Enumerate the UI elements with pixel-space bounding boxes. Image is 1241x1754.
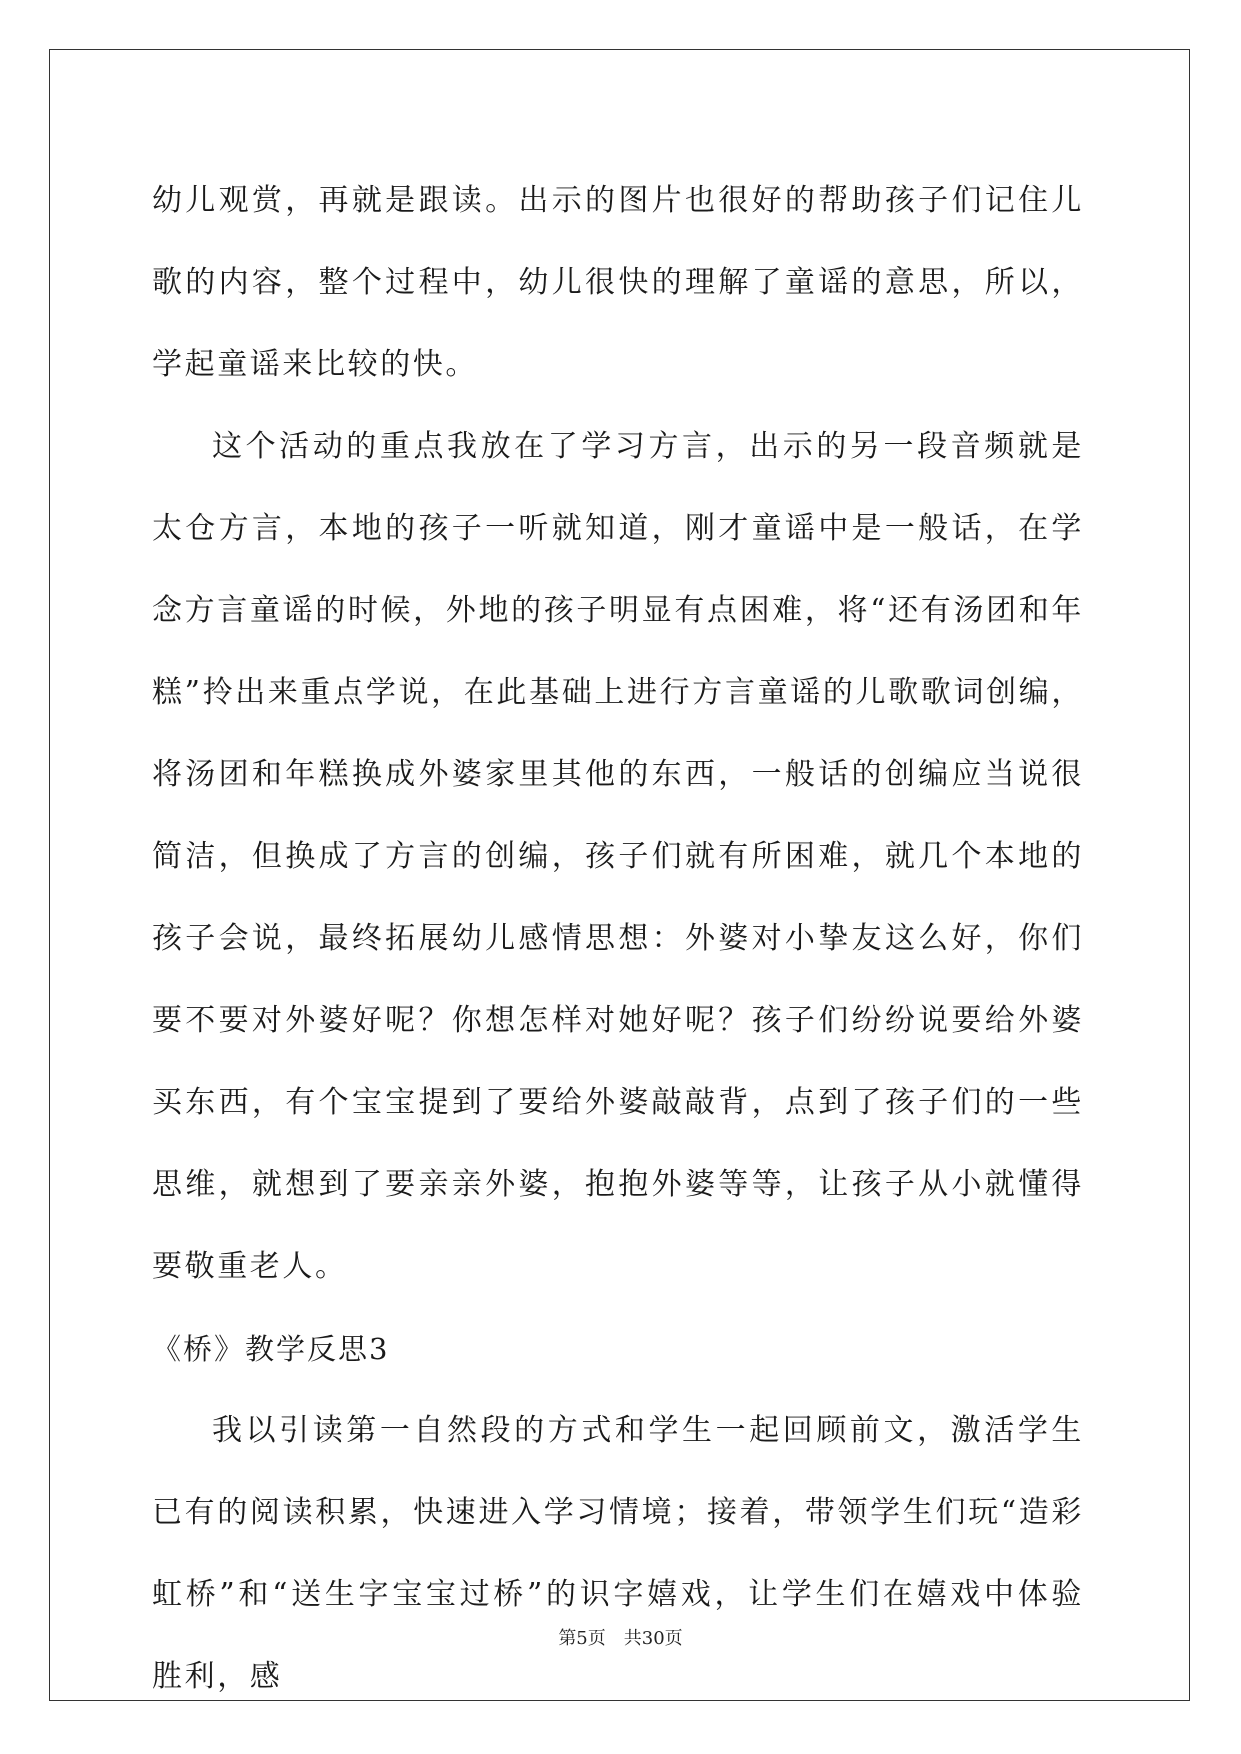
paragraph-dialect-activity: 这个活动的重点我放在了学习方言，出示的另一段音频就是太仓方言，本地的孩子一听就知道，刚才童谣中是一般话，在学念方言童谣的时候，外地的孩子明显有点困难，将“还有汤团和年糕”拎出来重点学说，在此基础上进行方言童谣的儿歌歌词创编，将汤团和年糕换成外婆家里其他的东西，一般话的创编应当说很简洁，但换成了方言的创编，孩子们就有所困难，就几个本地的孩子会说，最终拓展幼儿感情思想：外婆对小挚友这么好，你们要不要对外婆好呢？你想怎样对她好呢？孩子们纷纷说要给外婆买东西，有个宝宝提到了要给外婆敲敲背，点到了孩子们的一些思维，就想到了要亲亲外婆，抱抱外婆等等，让孩子从小就懂得要敬重老人。 [152, 429, 1084, 1284]
paragraph-continuation: 幼儿观赏，再就是跟读。出示的图片也很好的帮助孩子们记住儿歌的内容，整个过程中，幼儿很快的理解了童谣的意思，所以，学起童谣来比较的快。 [152, 183, 1084, 382]
page-total: 共30页 [623, 1628, 683, 1649]
document-body [152, 160, 1084, 1718]
section-heading: 《桥》教学反思3 [152, 1332, 390, 1366]
paragraph-bridge-reflection: 我以引读第一自然段的方式和学生一起回顾前文，激活学生已有的阅读积累，快速进入学习情境；接着，带领学生们玩“造彩虹桥”和“送生字宝宝过桥”的识字嬉戏，让学生们在嬉戏中体验胜利，感 [152, 1413, 1084, 1694]
page-number: 第5页 [558, 1628, 606, 1649]
page-footer [0, 1624, 1241, 1650]
